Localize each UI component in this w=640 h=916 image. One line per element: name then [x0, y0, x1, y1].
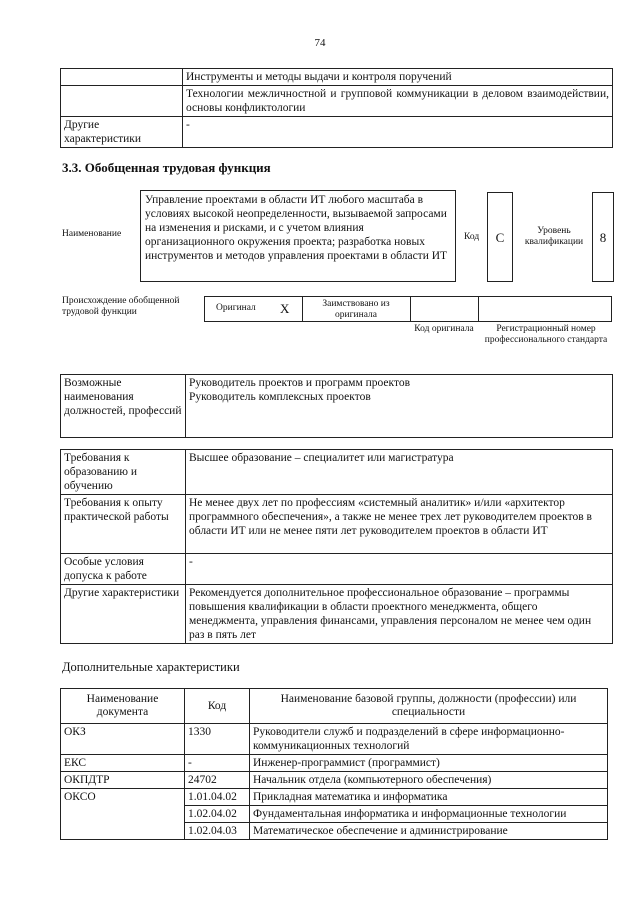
- row-value: Технологии межличностной и групповой коммуникации в деловом взаимодействии, основы конфликтологии: [183, 86, 613, 117]
- row-label: Особые условия допуска к работе: [61, 554, 186, 585]
- code-caption: Код оригинала: [414, 324, 474, 334]
- reg-caption: Регистрационный номер профессионального стандарта: [484, 324, 608, 345]
- position-item: Руководитель проектов и программ проектов: [189, 377, 410, 389]
- table-row: [61, 772, 608, 789]
- additional-title: Дополнительные характеристики: [62, 660, 240, 674]
- table-row: [61, 86, 613, 117]
- cell-code: -: [185, 755, 250, 772]
- cell-doc: ОКСО: [61, 789, 185, 840]
- cell-name: Начальник отдела (компьютерного обеспечения): [250, 772, 608, 789]
- table-row: [61, 789, 608, 806]
- additional-table: [60, 688, 608, 840]
- name-label: Наименование: [62, 229, 122, 239]
- table-row: [61, 495, 613, 554]
- positions-table: [60, 374, 613, 438]
- origin-box: [204, 296, 612, 322]
- table-row: [61, 554, 613, 585]
- cell-name: Математическое обеспечение и администрирование: [250, 823, 608, 840]
- level-value-box: 8: [592, 192, 614, 282]
- original-label: Оригинал: [216, 303, 256, 313]
- row-value: [186, 375, 613, 438]
- row-value: Инструменты и методы выдачи и контроля поручений: [183, 69, 613, 86]
- row-label: Требования к опыту практической работы: [61, 495, 186, 554]
- top-table: [60, 68, 613, 148]
- header-name: Наименование базовой группы, должности (профессии) или специальности: [250, 689, 608, 724]
- cell-name: Руководители служб и подразделений в сфере информационно-коммуникационных технологий: [250, 724, 608, 755]
- cell-doc: ОКЗ: [61, 724, 185, 755]
- cell-code: 24702: [185, 772, 250, 789]
- cell-code: 1.02.04.02: [185, 806, 250, 823]
- table-row: [61, 117, 613, 148]
- row-label: [61, 69, 183, 86]
- row-label: Другие характеристики: [61, 585, 186, 644]
- cell-code: 1.02.04.03: [185, 823, 250, 840]
- requirements-table: [60, 449, 613, 644]
- divider: [302, 296, 303, 322]
- borrowed-label: Заимствовано из оригинала: [322, 299, 390, 320]
- cell-name: Фундаментальная информатика и информационные технологии: [250, 806, 608, 823]
- table-row: [61, 375, 613, 438]
- table-row: [61, 724, 608, 755]
- code-value-box: С: [487, 192, 513, 282]
- cell-doc: ЕКС: [61, 755, 185, 772]
- code-label: Код: [464, 232, 480, 242]
- section-title: 3.3. Обобщенная трудовая функция: [62, 160, 271, 175]
- row-label: Требования к образованию и обучению: [61, 450, 186, 495]
- table-row: [61, 755, 608, 772]
- cell-name: Прикладная математика и информатика: [250, 789, 608, 806]
- row-label: Другие характеристики: [61, 117, 183, 148]
- cell-code: 1.01.04.02: [185, 789, 250, 806]
- row-value: Высшее образование – специалитет или магистратура: [186, 450, 613, 495]
- row-label: Возможные наименования должностей, профессий: [61, 375, 186, 438]
- level-label: Уровень квалификации: [524, 226, 584, 247]
- cell-code: 1330: [185, 724, 250, 755]
- row-value: -: [186, 554, 613, 585]
- divider: [478, 296, 479, 322]
- function-name-box: Управление проектами в области ИТ любого масштаба в условиях высокой неопределенности, вызываемой запросами на изменения и рисками, и с учетом влияния организационного окружения проекта; разработка новых инструментов и методов управления проектами в области ИТ: [140, 190, 456, 282]
- cell-doc: ОКПДТР: [61, 772, 185, 789]
- row-label: [61, 86, 183, 117]
- header-code: Код: [185, 689, 250, 724]
- cell-name: Инженер-программист (программист): [250, 755, 608, 772]
- table-row: [61, 69, 613, 86]
- page-number: 74: [314, 37, 326, 49]
- table-row: [61, 585, 613, 644]
- row-value: Рекомендуется дополнительное профессиональное образование – программы повышения квалификации в области проектного менеджмента, общего менеджмента, управления финансами, управления персоналом не менее чем один раз в пять лет: [186, 585, 613, 644]
- table-row: [61, 450, 613, 495]
- position-item: Руководитель комплексных проектов: [189, 391, 371, 403]
- table-header-row: [61, 689, 608, 724]
- divider: [410, 296, 411, 322]
- origin-label: Происхождение обобщенной трудовой функции: [62, 296, 180, 317]
- header-doc: Наименование документа: [61, 689, 185, 724]
- row-value: Не менее двух лет по профессиям «системный аналитик» и/или «архитектор программного обеспечения», а также не менее трех лет руководителем проектов в области ИТ или не менее пяти лет руководителем проектов в области ИТ: [186, 495, 613, 554]
- original-mark: X: [280, 301, 290, 316]
- row-value: -: [183, 117, 613, 148]
